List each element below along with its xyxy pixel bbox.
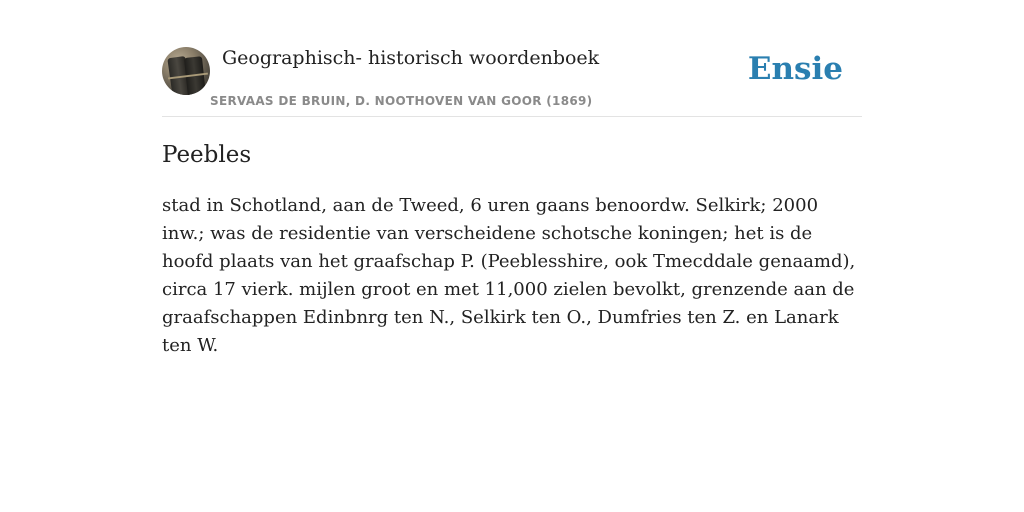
source-header <box>162 42 862 117</box>
source-title[interactable]: Geographisch- historisch woordenboek <box>222 47 600 69</box>
brand-logo-link[interactable]: Ensie <box>747 51 843 87</box>
source-avatar[interactable] <box>162 47 210 95</box>
entry-definition: stad in Schotland, aan de Tweed, 6 uren gaans benoordw. Selkirk; 2000 inw.; was de residentie van verscheidene schotsche koningen; het is de hoofd plaats van het graafschap P. (Peeblesshire, ook Tmecddale genaamd), circa 17 vierk. mijlen groot en met 11,000 zielen bevolkt, grenzende aan de graafschappen Edinbnrg ten N., Selkirk ten O., Dumfries ten Z. en Lanark ten W. <box>162 195 856 356</box>
source-author: SERVAAS DE BRUIN, D. NOOTHOVEN VAN GOOR (1869) <box>210 94 593 108</box>
entry-headword: Peebles <box>162 142 252 168</box>
dictionary-entry <box>162 138 862 360</box>
